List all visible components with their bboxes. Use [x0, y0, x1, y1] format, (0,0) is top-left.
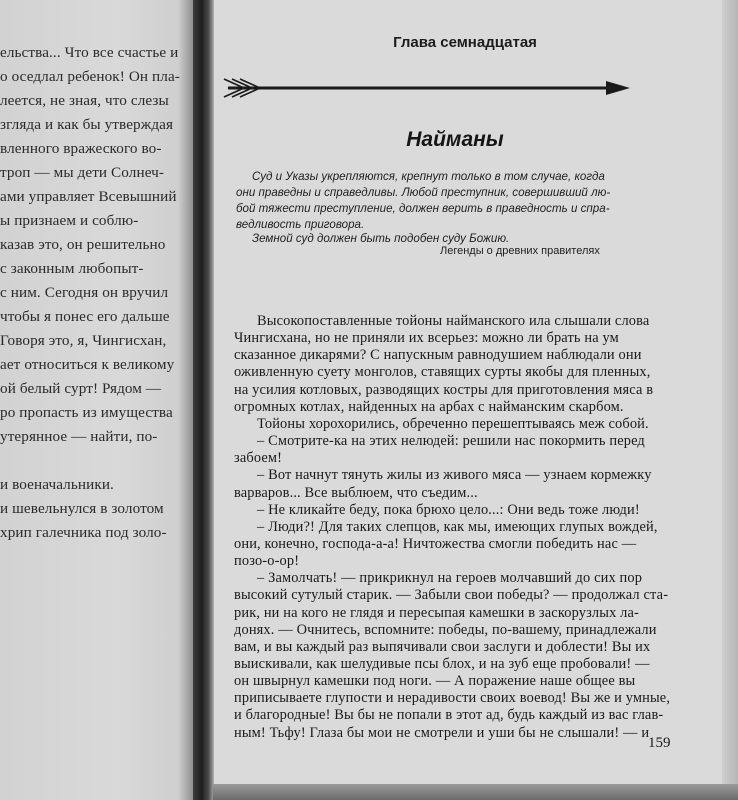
left-page-line: хрип галечника под золо-: [0, 524, 167, 541]
left-page-line: утерянное — найти, по-: [0, 428, 158, 445]
body-line: огромных котлах, найденных на арбах с найманским скарбом.: [234, 398, 624, 415]
left-page-line: чтобы я понес его дальше: [0, 308, 170, 325]
page-bottom-shadow: [213, 784, 738, 800]
body-line: вам, и вы каждый раз выпячивали свои заслуги и доблести! Вы их: [234, 638, 651, 655]
epigraph-source: Легенды о древних правителях: [440, 245, 600, 257]
epigraph-line: бой тяжести преступление, должен верить в праведность и спра-: [236, 202, 610, 215]
body-line: донях. — Очнитесь, вспомните: победы, по-вашему, принадлежали: [234, 621, 657, 638]
left-page-line: казав это, он решительно: [0, 236, 166, 253]
body-line: – Смотрите-ка на этих нелюдей: решили нас покормить перед: [257, 433, 645, 450]
epigraph-line: ведливость приговора.: [236, 218, 365, 231]
body-line: сказанное дикарями? С напускным равнодушием наблюдали они: [234, 347, 642, 364]
body-line: забоем!: [234, 450, 283, 467]
body-line: рик, ни на кого не глядя и пересыпая камешки в заскорузлых ла-: [234, 604, 639, 621]
left-page-line: ро пропасть из имущества: [0, 404, 173, 421]
body-line: выискивали, как шелудивые псы блох, и на зуб еще пробовали! —: [234, 656, 650, 672]
left-page: [0, 0, 198, 800]
left-page-line: згляда и как бы утверждая: [0, 116, 174, 133]
body-line: приписываете глупости и нерадивости своих воевод! Вы же и умные,: [234, 690, 671, 707]
left-page-line: ой белый сурт! Рядом —: [0, 380, 162, 397]
epigraph-line: они праведны и справедливы. Любой преступник, совершивший лю-: [236, 186, 611, 199]
left-page-line: ельства... Что все счастье и: [0, 44, 179, 61]
body-line: они, конечно, господа-а-а! Ничтожества смогли победить нас —: [234, 535, 637, 552]
section-title: Найманы: [406, 128, 504, 151]
page-edge: [722, 0, 738, 800]
left-page-line: троп — мы дети Солнеч-: [0, 164, 165, 181]
chapter-title: Глава семнадцатая: [393, 34, 537, 51]
left-page-line: с законным любопыт-: [0, 260, 144, 277]
body-line: – Не кликайте беду, пока брюхо цело...: Они ведь тоже люди!: [257, 501, 640, 518]
left-page-line: ает относиться к великому: [0, 356, 175, 373]
left-page-line: и шевельнулся в золотом: [0, 500, 164, 517]
body-line: и благородные! Вы бы не попали в этот ад, будь каждый из вас глав-: [234, 707, 664, 724]
page-number: 159: [648, 735, 671, 751]
body-line: – Замолчать! — прикрикнул на героев молчавший до сих пор: [257, 570, 643, 587]
epigraph-line: Земной суд должен быть подобен суду Божию.: [252, 232, 510, 245]
left-page-line: и военачальники.: [0, 476, 114, 493]
left-page-line: вленного вражеского во-: [0, 140, 162, 157]
left-page-line: Говоря это, я, Чингисхан,: [0, 332, 167, 349]
left-page-line: леется, не зная, что слезы: [0, 92, 169, 109]
body-line: оживленную суету монголов, ставящих сурты якобы для пленных,: [234, 364, 651, 381]
body-line: варваров... Все выблюем, что съедим...: [234, 484, 478, 501]
body-line: Чингисхана, но не приняли их всерьез: можно ли брать на ум: [234, 330, 619, 347]
book-gutter: [193, 0, 215, 800]
body-line: высокий сутулый старик. — Забыли свои победы? — продолжал ста-: [234, 587, 669, 604]
body-line: позо-о-ор!: [234, 553, 300, 570]
body-line: Тойоны хорохорились, обреченно перешептываясь меж собой.: [257, 415, 649, 432]
left-page-line: ы признаем и соблю-: [0, 212, 139, 229]
body-line: на усилия котловых, разводящих костры для приготовления мяса в: [234, 381, 654, 398]
left-page-line: о оседлал ребенок! Он пла-: [0, 68, 180, 85]
body-line: – Люди?! Для таких слепцов, как мы, имеющих глупых вождей,: [257, 518, 658, 535]
left-page-line: ами управляет Всевышний: [0, 188, 177, 205]
body-line: Высокопоставленные тойоны найманского ила слышали слова: [257, 313, 650, 329]
body-line: ным! Тьфу! Глаза бы мои не смотрели и уши бы не слышали! — и: [234, 724, 650, 741]
left-page-line: с ним. Сегодня он вручил: [0, 284, 169, 301]
body-line: – Вот начнут тянуть жилы из живого мяса — узнаем кормежку: [257, 467, 652, 484]
body-line: он швырнул камешки под ноги. — А поражение наше общее вы: [234, 673, 636, 690]
arrow-ornament-icon: [222, 73, 632, 103]
epigraph-line: Суд и Указы укрепляются, крепнут только в том случае, когда: [252, 170, 605, 183]
